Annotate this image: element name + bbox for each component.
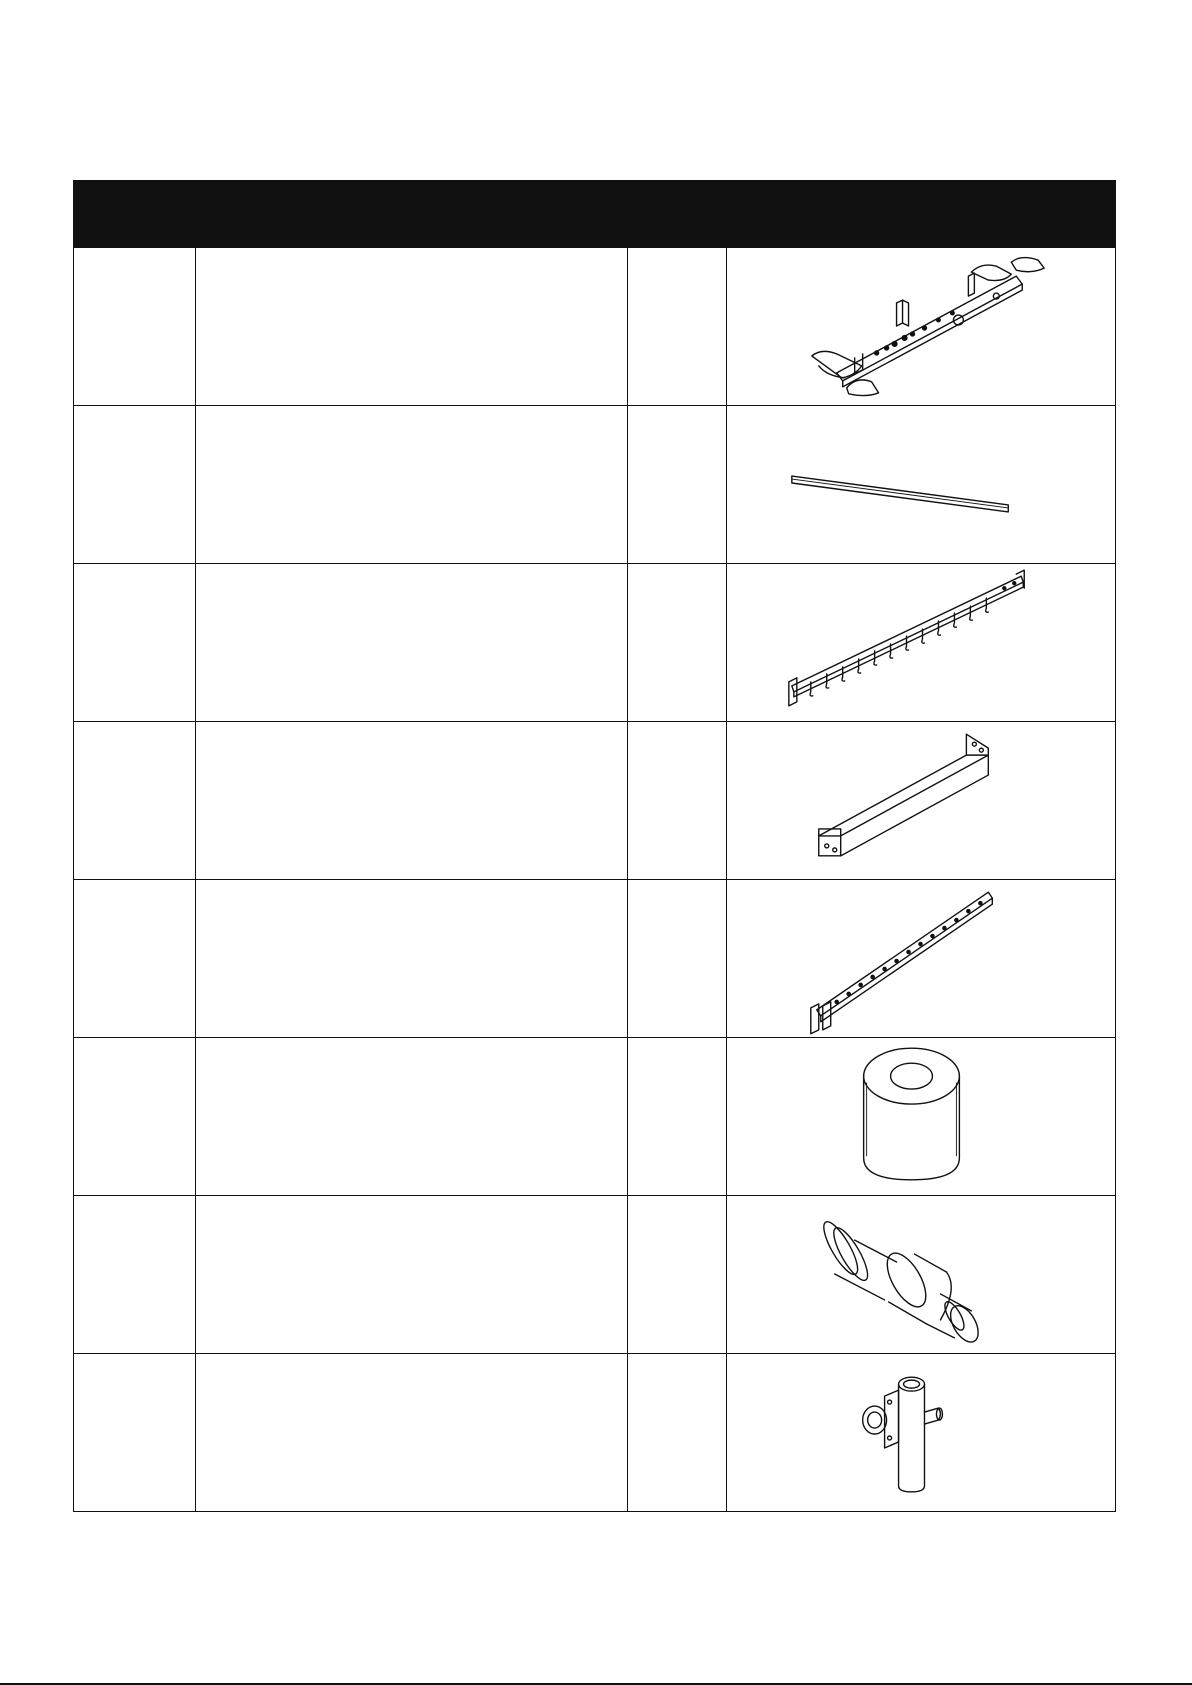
quantity-cell [628, 880, 727, 1038]
quantity-cell [628, 722, 727, 880]
quantity-cell [628, 564, 727, 722]
part-number-cell [74, 406, 196, 564]
hook-rail-drawing [727, 564, 1115, 721]
description-cell [196, 406, 628, 564]
part-number-cell [74, 248, 196, 406]
part-number-cell [74, 722, 196, 880]
part-number-cell [74, 1038, 196, 1196]
description-cell [196, 1196, 628, 1354]
stepped-axle-drawing [727, 1196, 1115, 1353]
perforated-bar-drawing [727, 880, 1115, 1037]
roller-cylinder-drawing [727, 1038, 1115, 1195]
table-row [74, 722, 1116, 880]
table-row [74, 1354, 1116, 1512]
part-number-cell [74, 1354, 196, 1512]
rod-drawing [727, 406, 1115, 563]
description-cell [196, 1354, 628, 1512]
table-row [74, 1038, 1116, 1196]
quantity-cell [628, 1038, 727, 1196]
description-cell [196, 880, 628, 1038]
channel-tray-drawing [727, 722, 1115, 879]
header-picture [727, 181, 1116, 248]
quantity-cell [628, 406, 727, 564]
description-cell [196, 564, 628, 722]
table-row [74, 564, 1116, 722]
part-number-cell [74, 564, 196, 722]
tube-bracket-drawing [727, 1354, 1115, 1511]
table-row [74, 248, 1116, 406]
picture-cell [727, 406, 1116, 564]
quantity-cell [628, 248, 727, 406]
picture-cell [727, 1196, 1116, 1354]
quantity-cell [628, 1196, 727, 1354]
part-number-cell [74, 1196, 196, 1354]
description-cell [196, 248, 628, 406]
base-frame-drawing [727, 248, 1115, 405]
table-header-row [74, 181, 1116, 248]
quantity-cell [628, 1354, 727, 1512]
picture-cell [727, 722, 1116, 880]
table-row [74, 1196, 1116, 1354]
picture-cell [727, 880, 1116, 1038]
description-cell [196, 1038, 628, 1196]
part-number-cell [74, 880, 196, 1038]
picture-cell [727, 1354, 1116, 1512]
picture-cell [727, 564, 1116, 722]
header-part-number [74, 181, 196, 248]
table-row [74, 406, 1116, 564]
picture-cell [727, 1038, 1116, 1196]
header-description [196, 181, 628, 248]
table-row [74, 880, 1116, 1038]
picture-cell [727, 248, 1116, 406]
parts-list-table [73, 180, 1116, 1512]
header-quantity [628, 181, 727, 248]
description-cell [196, 722, 628, 880]
